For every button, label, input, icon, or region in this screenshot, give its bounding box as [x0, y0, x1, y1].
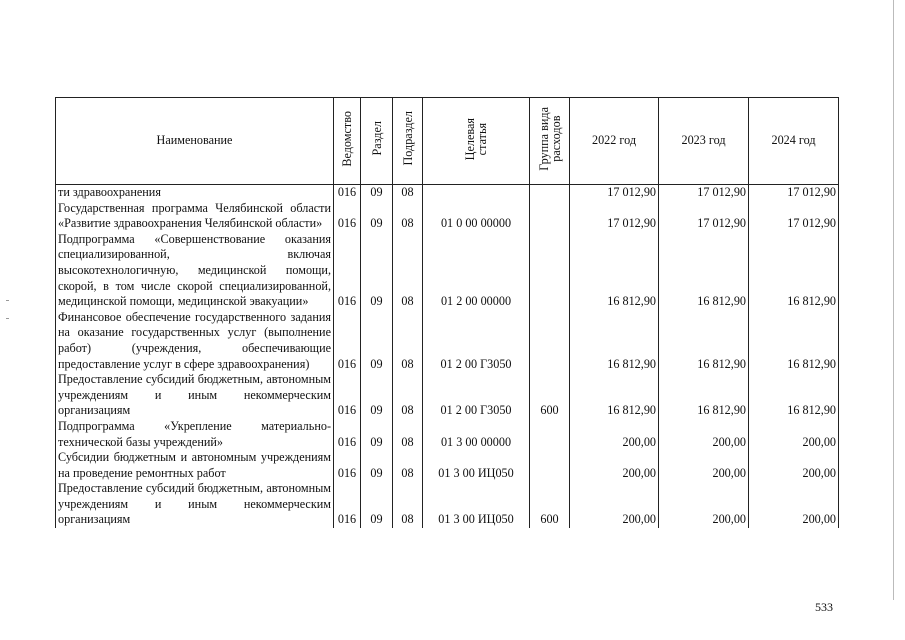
row-amount-2024: 16 812,90 — [749, 372, 839, 419]
row-expense-group — [530, 310, 570, 372]
scan-edge-line — [893, 0, 894, 600]
row-amount-2023: 200,00 — [659, 481, 749, 528]
row-subsection: 08 — [393, 232, 423, 310]
row-amount-2022: 200,00 — [570, 450, 659, 481]
row-target: 01 3 00 00000 — [423, 419, 530, 450]
budget-table — [55, 97, 839, 528]
col-header-expense-group: Группа вида расходов — [530, 98, 570, 185]
row-subsection: 08 — [393, 450, 423, 481]
margin-mark — [6, 300, 9, 301]
row-section: 09 — [361, 419, 393, 450]
row-amount-2022: 200,00 — [570, 419, 659, 450]
row-section: 09 — [361, 481, 393, 528]
row-name: Субсидии бюджетным и автономным учреждениям на проведение ремонтных работ — [56, 450, 334, 481]
row-name: Подпрограмма «Укрепление материально-технической базы учреждений» — [56, 419, 334, 450]
row-amount-2024: 16 812,90 — [749, 310, 839, 372]
margin-mark — [6, 318, 9, 319]
row-amount-2024: 200,00 — [749, 481, 839, 528]
row-amount-2022: 16 812,90 — [570, 232, 659, 310]
row-target: 01 2 00 Г3050 — [423, 310, 530, 372]
row-subsection: 08 — [393, 185, 423, 201]
row-ministry: 016 — [334, 310, 361, 372]
row-target — [423, 185, 530, 201]
row-subsection: 08 — [393, 419, 423, 450]
row-ministry: 016 — [334, 185, 361, 201]
row-section: 09 — [361, 232, 393, 310]
row-subsection: 08 — [393, 372, 423, 419]
row-section: 09 — [361, 450, 393, 481]
row-amount-2023: 16 812,90 — [659, 310, 749, 372]
col-header-target: Целевая статья — [423, 98, 530, 185]
col-header-ministry: Ведомство — [334, 98, 361, 185]
row-target: 01 0 00 00000 — [423, 201, 530, 232]
row-amount-2022: 17 012,90 — [570, 185, 659, 201]
col-header-2024: 2024 год — [749, 98, 839, 185]
col-header-2023: 2023 год — [659, 98, 749, 185]
row-name: Подпрограмма «Совершенствование оказания специализированной, включая высокотехнологичную, медицинской помощи, скорой, в том числе скорой специализированной, медицинской помощи, медицинской эвакуации» — [56, 232, 334, 310]
table-row — [56, 450, 839, 481]
row-expense-group: 600 — [530, 372, 570, 419]
row-name: Предоставление субсидий бюджетным, автономным учреждениям и иным некоммерческим организациям — [56, 481, 334, 528]
row-amount-2024: 16 812,90 — [749, 232, 839, 310]
row-name: ти здравоохранения — [56, 185, 334, 201]
row-ministry: 016 — [334, 372, 361, 419]
row-amount-2023: 16 812,90 — [659, 372, 749, 419]
row-amount-2023: 200,00 — [659, 450, 749, 481]
row-amount-2022: 16 812,90 — [570, 372, 659, 419]
row-section: 09 — [361, 372, 393, 419]
row-expense-group — [530, 450, 570, 481]
row-target: 01 3 00 ИЦ050 — [423, 481, 530, 528]
table-row — [56, 201, 839, 232]
table-row — [56, 372, 839, 419]
row-expense-group: 600 — [530, 481, 570, 528]
row-expense-group — [530, 185, 570, 201]
row-section: 09 — [361, 201, 393, 232]
table-row — [56, 232, 839, 310]
table-row — [56, 185, 839, 201]
row-target: 01 3 00 ИЦ050 — [423, 450, 530, 481]
col-header-name: Наименование — [56, 98, 334, 185]
table-header-row — [56, 98, 839, 185]
row-section: 09 — [361, 310, 393, 372]
row-name: Финансовое обеспечение государственного задания на оказание государственных услуг (выполнение работ) (учреждения, обеспечивающие предоставление услуг в сфере здравоохранения) — [56, 310, 334, 372]
col-header-2022: 2022 год — [570, 98, 659, 185]
row-section: 09 — [361, 185, 393, 201]
table-row — [56, 310, 839, 372]
col-header-section: Раздел — [361, 98, 393, 185]
row-amount-2023: 17 012,90 — [659, 201, 749, 232]
row-amount-2024: 17 012,90 — [749, 185, 839, 201]
row-expense-group — [530, 201, 570, 232]
row-target: 01 2 00 00000 — [423, 232, 530, 310]
row-amount-2024: 200,00 — [749, 450, 839, 481]
row-subsection: 08 — [393, 481, 423, 528]
row-ministry: 016 — [334, 450, 361, 481]
row-name: Предоставление субсидий бюджетным, автономным учреждениям и иным некоммерческим организациям — [56, 372, 334, 419]
row-amount-2024: 200,00 — [749, 419, 839, 450]
page-number: 533 — [815, 600, 833, 614]
row-subsection: 08 — [393, 310, 423, 372]
row-amount-2022: 200,00 — [570, 481, 659, 528]
row-expense-group — [530, 419, 570, 450]
row-amount-2023: 16 812,90 — [659, 232, 749, 310]
row-target: 01 2 00 Г3050 — [423, 372, 530, 419]
table-row — [56, 419, 839, 450]
row-amount-2022: 16 812,90 — [570, 310, 659, 372]
row-name: Государственная программа Челябинской области «Развитие здравоохранения Челябинской области» — [56, 201, 334, 232]
row-amount-2024: 17 012,90 — [749, 201, 839, 232]
row-ministry: 016 — [334, 481, 361, 528]
row-ministry: 016 — [334, 419, 361, 450]
row-ministry: 016 — [334, 232, 361, 310]
row-amount-2023: 200,00 — [659, 419, 749, 450]
col-header-subsection: Подраздел — [393, 98, 423, 185]
row-amount-2022: 17 012,90 — [570, 201, 659, 232]
row-ministry: 016 — [334, 201, 361, 232]
table-row — [56, 481, 839, 528]
row-expense-group — [530, 232, 570, 310]
row-subsection: 08 — [393, 201, 423, 232]
row-amount-2023: 17 012,90 — [659, 185, 749, 201]
